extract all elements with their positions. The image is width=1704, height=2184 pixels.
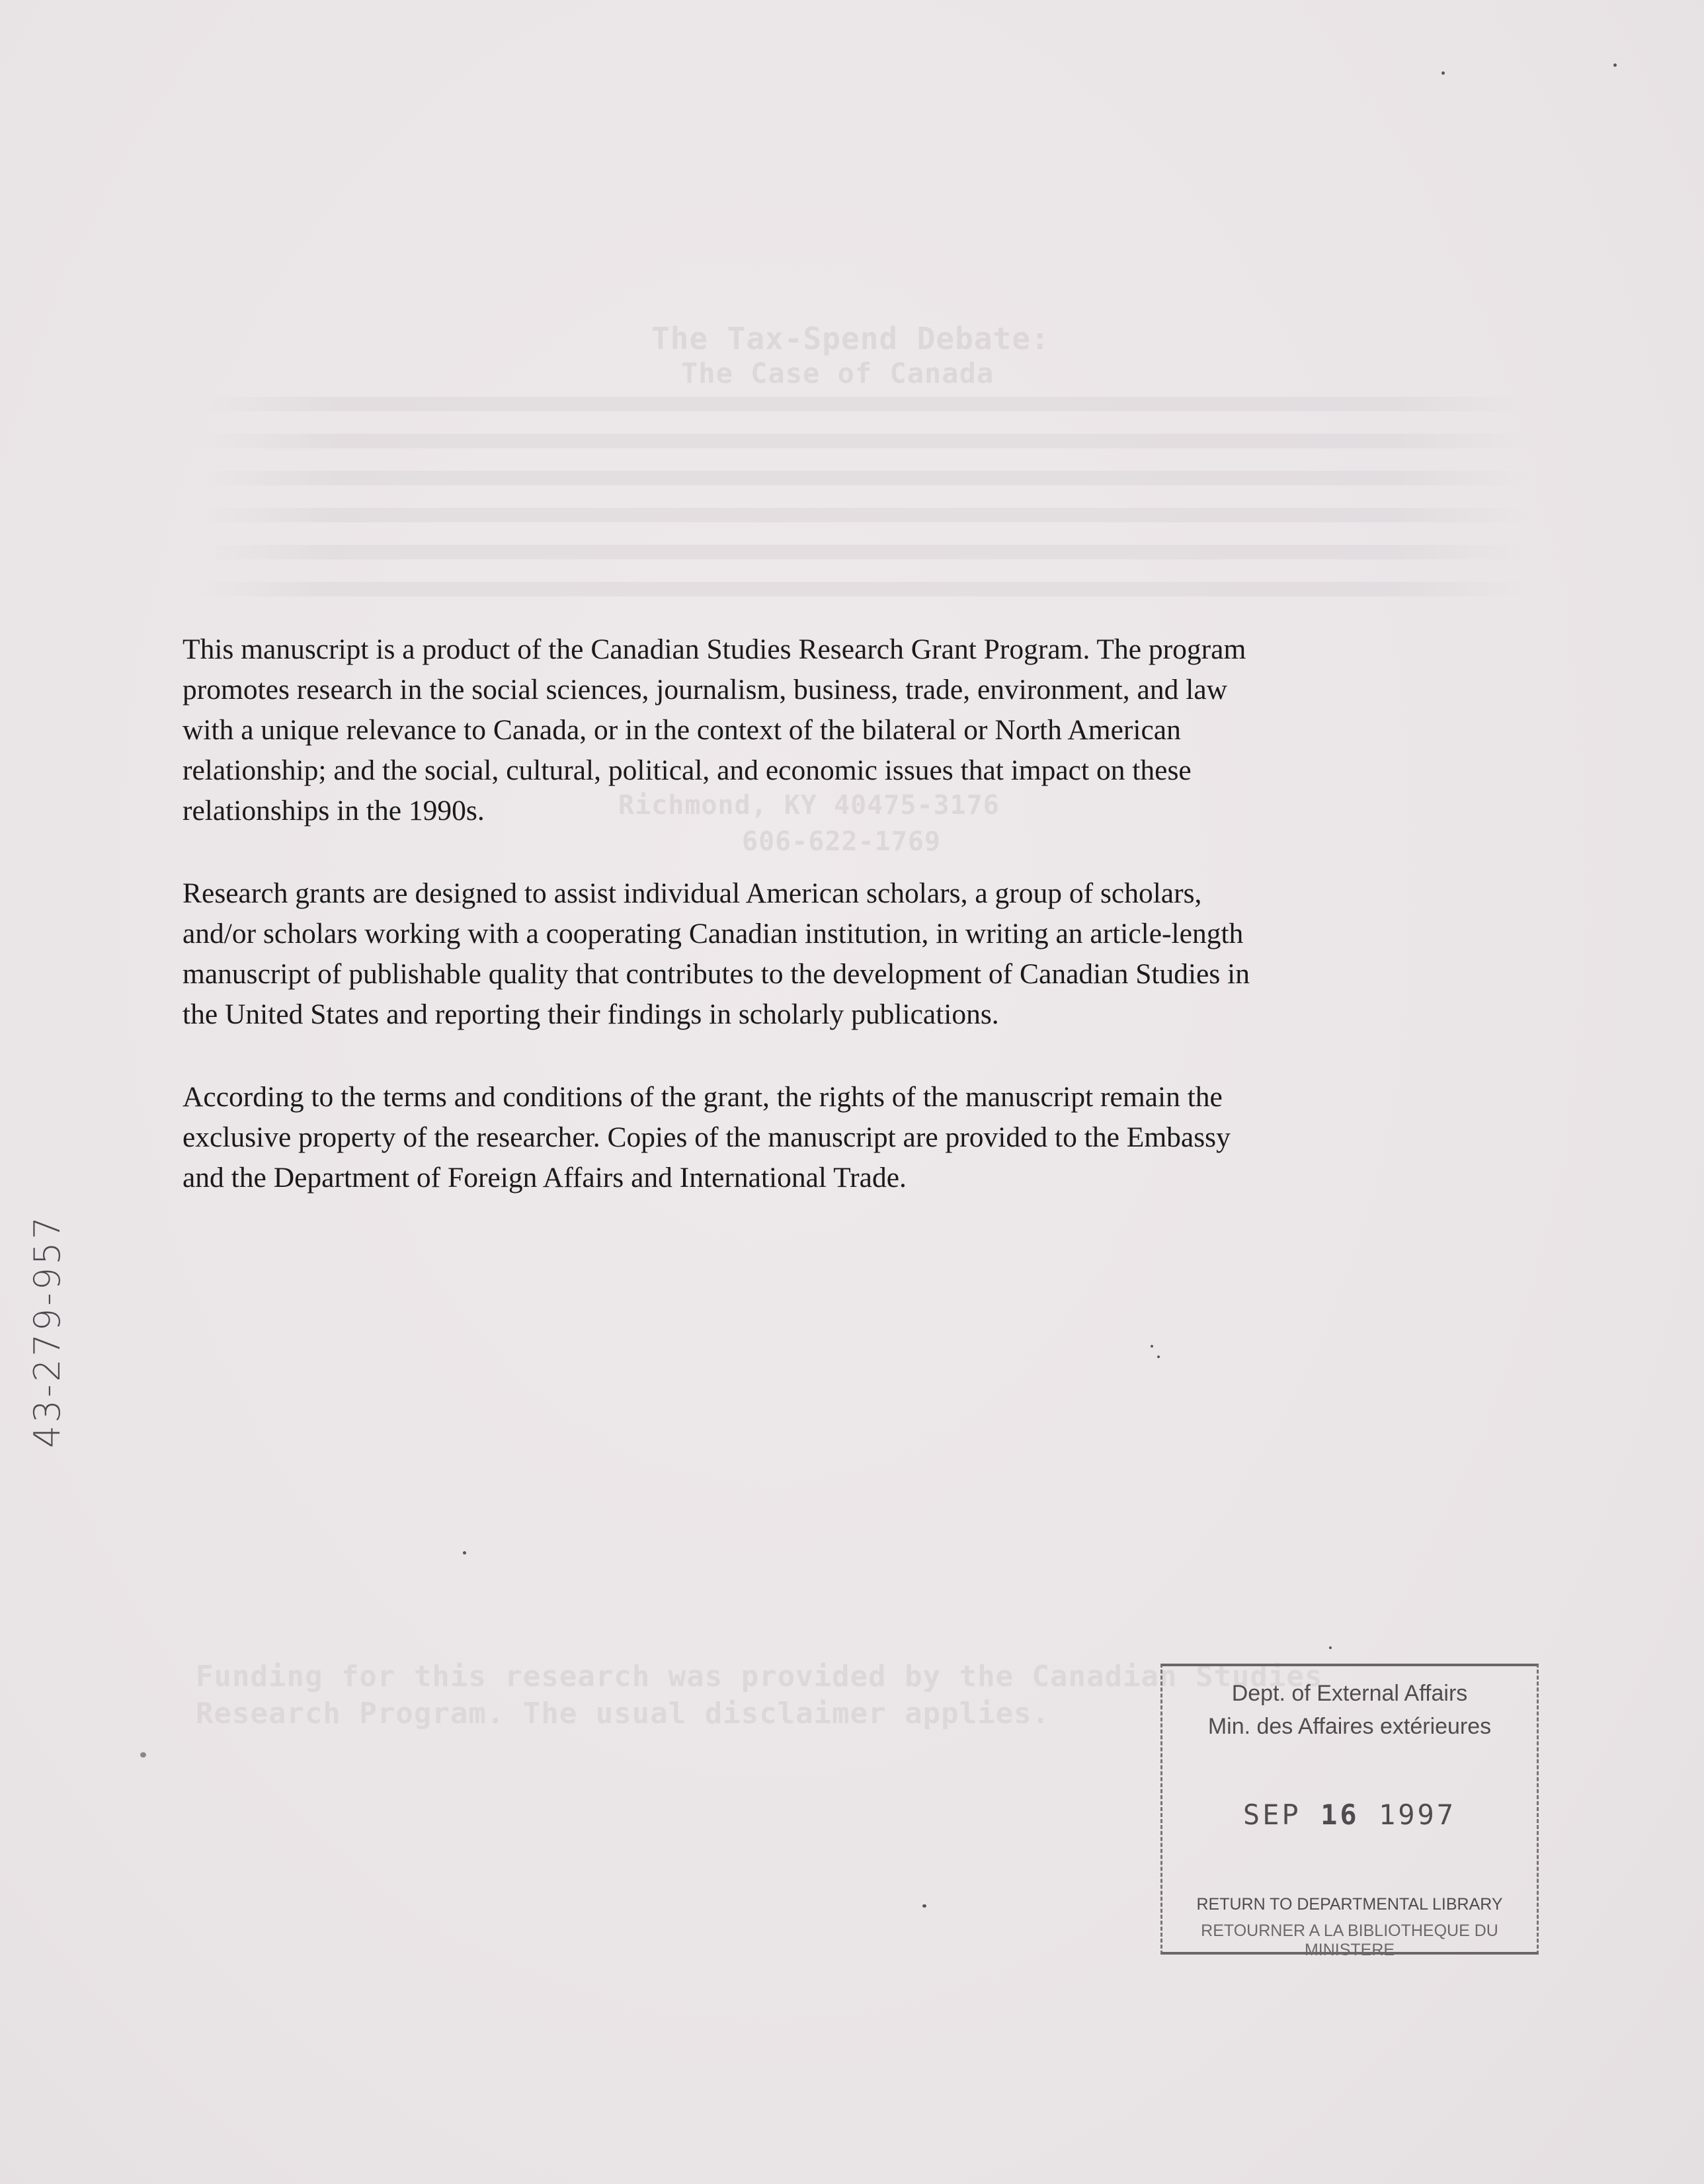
dust-speck <box>463 1551 466 1555</box>
stamp-department-fr: Min. des Affaires extérieures <box>1207 1714 1492 1739</box>
show-through-abstract-line <box>198 471 1527 485</box>
stamp-return-fr: RETOURNER A LA BIBLIOTHEQUE DU MINISTERE <box>1201 1921 1498 1959</box>
text-line: relationships in the 1990s. <box>183 795 485 827</box>
stamp-department-en: Dept. of External Affairs <box>1231 1681 1468 1706</box>
stamp-date-day: 16 <box>1320 1799 1359 1831</box>
stamp-date-month: SEP <box>1242 1799 1301 1831</box>
dust-speck <box>1441 71 1445 75</box>
text-line: Research grants are designed to assist individual American scholars, a group of scholars, <box>183 877 1202 909</box>
library-received-stamp <box>1160 1664 1539 1959</box>
text-line: with a unique relevance to Canada, or in the context of the bilateral or North American <box>183 714 1181 746</box>
show-through-abstract-line <box>198 582 1527 596</box>
show-through-abstract-line <box>198 397 1527 411</box>
show-through-funding-2: Research Program. The usual disclaimer applies. <box>196 1697 1051 1730</box>
text-line: the United States and reporting their findings in scholarly publications. <box>183 998 999 1030</box>
show-through-title-1: The Tax-Spend Debate: <box>651 321 1050 356</box>
dust-speck <box>1157 1355 1160 1358</box>
notice-paragraph-3 <box>183 1077 1518 1198</box>
text-line: This manuscript is a product of the Canadian Studies Research Grant Program. The program <box>183 633 1246 665</box>
stamp-date <box>1162 1799 1537 1831</box>
text-line: and the Department of Foreign Affairs and International Trade. <box>183 1162 907 1193</box>
show-through-abstract-line <box>198 508 1527 522</box>
show-through-author-2: 606-622-1769 <box>742 827 941 857</box>
notice-paragraph-2 <box>183 873 1518 1035</box>
text-line: and/or scholars working with a cooperating Canadian institution, in writing an article-length <box>183 918 1244 950</box>
handwritten-call-number: 43-279-957 <box>26 1214 68 1448</box>
text-line: exclusive property of the researcher. Copies of the manuscript are provided to the Embassy <box>183 1121 1231 1153</box>
text-line: promotes research in the social sciences, journalism, business, trade, environment, and law <box>183 674 1228 706</box>
notice-paragraph-1 <box>183 629 1518 831</box>
show-through-abstract-line <box>198 434 1527 448</box>
manuscript-notice <box>183 629 1518 1240</box>
show-through-title-2: The Case of Canada <box>681 357 994 389</box>
text-line: manuscript of publishable quality that contributes to the development of Canadian Studies in <box>183 958 1250 990</box>
show-through-abstract-line <box>198 545 1527 559</box>
show-through-funding-1: Funding for this research was provided by the Canadian Studies <box>196 1660 1323 1693</box>
dust-speck <box>1151 1345 1153 1348</box>
show-through-author-1: Richmond, KY 40475-3176 <box>618 790 1000 821</box>
text-line: According to the terms and conditions of the grant, the rights of the manuscript remain the <box>183 1081 1223 1113</box>
stamp-date-year: 1997 <box>1378 1799 1457 1831</box>
stamp-return-en: RETURN TO DEPARTMENTAL LIBRARY <box>1196 1895 1503 1914</box>
dust-speck <box>1613 63 1617 67</box>
dust-speck <box>140 1752 146 1758</box>
dust-speck <box>1329 1646 1332 1649</box>
text-line: relationship; and the social, cultural, political, and economic issues that impact on these <box>183 754 1192 786</box>
dust-speck <box>922 1904 926 1908</box>
